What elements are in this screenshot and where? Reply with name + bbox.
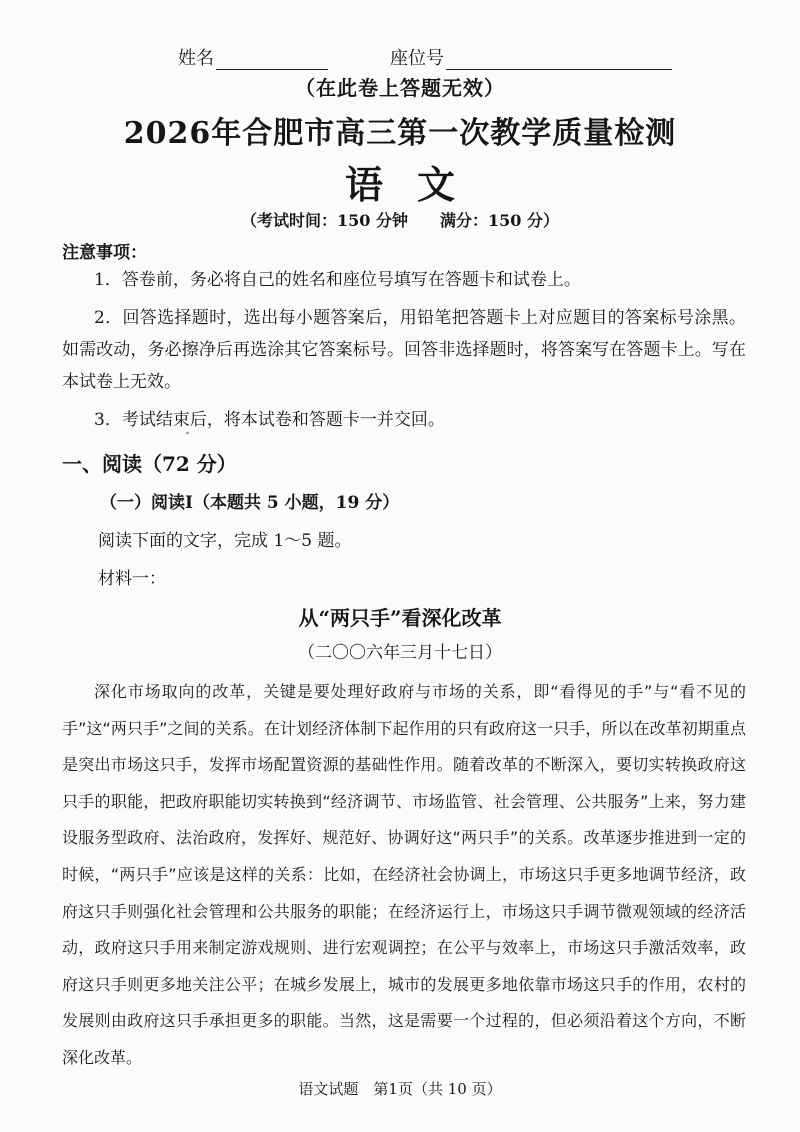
notice-heading: 注意事项： [62, 243, 147, 263]
candidate-info-row [0, 44, 800, 70]
seat-number-blank-line[interactable] [446, 49, 672, 70]
subject-title: 语文 [344, 162, 489, 207]
seat-number-label: 座位号 [390, 48, 444, 69]
article-date: （二〇〇六年三月十七日） [298, 643, 502, 663]
seat-number-field[interactable] [390, 44, 672, 70]
notice-item: 2．回答选择题时，选出每小题答案后，用铅笔把答题卡上对应题目的答案标号涂黑。如需改动，务必擦净后再选涂其它答案标号。回答非选择题时，将答案写在答题卡上。写在本试卷上无效。 [62, 308, 746, 392]
article-title: 从“两只手”看深化改革 [298, 606, 502, 630]
page-footer: 语文试题 第1页（共 10 页） [298, 1080, 502, 1098]
exam-title: 2026年合肥市高三第一次教学质量检测 [123, 116, 677, 151]
exam-time-and-score: （考试时间：150 分钟 满分：150 分） [241, 211, 559, 230]
notice-item: 3．考试结束后，将本试卷和答题卡一并交回。 [94, 410, 445, 430]
subsection-title: （一）阅读Ⅰ（本题共 5 小题，19 分） [100, 493, 400, 513]
section-title: 一、阅读（72 分） [62, 452, 237, 476]
material-label: 材料一： [98, 569, 166, 589]
name-field[interactable] [178, 44, 328, 70]
article-body: 深化市场取向的改革，关键是要处理好政府与市场的关系，即“看得见的手”与“看不见的手”这“两只手”之间的关系。在计划经济体制下起作用的只有政府这一只手，所以在改革初期重点是突出市场这只手，发挥市场配置资源的基础性作用。随着改革的不断深入，要切实转换政府这只手的职能，把政府职能切实转换到“经济调节、市场监管、社会管理、公共服务”上来，努力建设服务型政府、法治政府，发挥好、规范好、协调好这“两只手”的关系。改革逐步推进到一定的时候，“两只手”应该是这样的关系：比如，在经济社会协调上，市场这只手更多地调节经济，政府这只手则强化社会管理和公共服务的职能；在经济运行上，市场这只手调节微观领域的经济活动，政府这只手用来制定游戏规则、进行宏观调控；在公平与效率上，市场这只手激活效率，政府这只手则更多地关注公平；在城乡发展上，城市的发展更多地依靠市场这只手的作用，农村的发展则由政府这只手承担更多的职能。当然，这是需要一个过程的，但必须沿着这个方向，不断深化改革。 [62, 682, 746, 1067]
name-blank-line[interactable] [216, 49, 328, 70]
invalid-answer-note: （在此卷上答题无效） [295, 76, 505, 100]
name-label: 姓名 [178, 48, 214, 69]
reading-instruction: 阅读下面的文字，完成 1～5 题。 [98, 531, 352, 551]
notice-list [62, 264, 746, 442]
notice-item: 1．答卷前，务必将自己的姓名和座位号填写在答题卡和试卷上。 [94, 270, 581, 290]
